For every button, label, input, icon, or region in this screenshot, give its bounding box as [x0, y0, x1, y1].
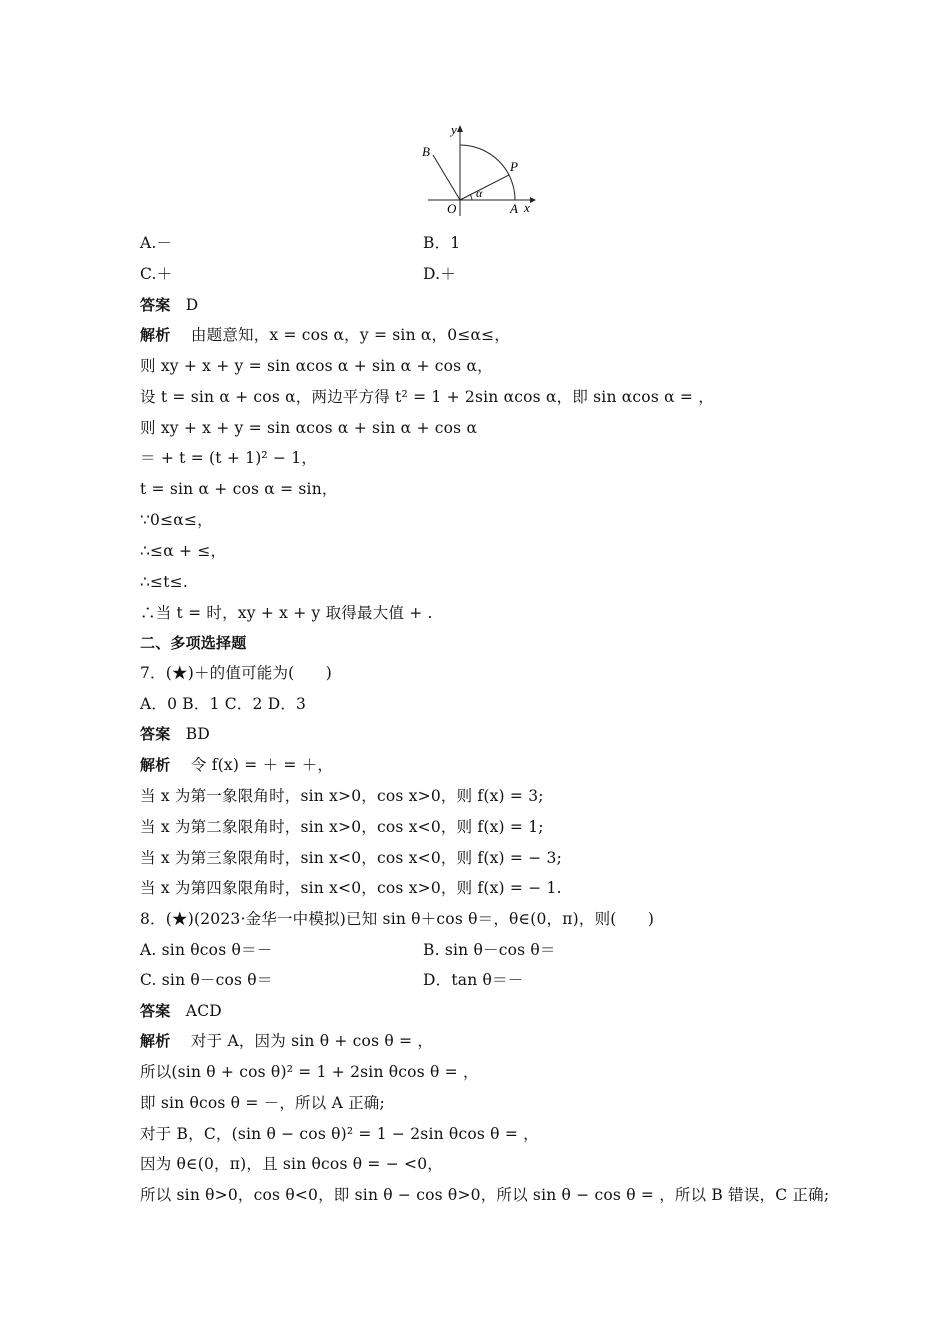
q8-solution-line-1	[140, 1031, 433, 1051]
segment-op	[460, 175, 509, 200]
q6-solution-line-2: 则 xy + x + y = sin αcos α + sin α + cos α，	[140, 357, 493, 375]
q6-options-row-2	[140, 264, 456, 284]
q8-solution-line-3: 即 sin θcos θ = －，所以 A 正确;	[140, 1094, 385, 1112]
solution-label: 解析	[140, 756, 171, 774]
q6-solution-line-5: ＝ + t = (t + 1)² − 1，	[140, 449, 318, 467]
q6-answer	[140, 295, 198, 315]
q6-solution-line-4: 则 xy + x + y = sin αcos α + sin α + cos α	[140, 419, 478, 437]
answer-label: 答案	[140, 296, 171, 314]
solution-label: 解析	[140, 326, 171, 344]
label-alpha: α	[476, 186, 483, 200]
solution-label: 解析	[140, 1032, 171, 1050]
q6-solution-line-8: ∴≤α + ≤，	[140, 542, 227, 560]
x-axis-arrow	[530, 197, 536, 203]
q6-solution-line-9: ∴≤t≤.	[140, 573, 188, 591]
q7-solution-line-1	[140, 755, 333, 775]
q6-solution-line-7: ∵0≤α≤，	[140, 511, 213, 529]
q7-options[interactable]: A．0 B．1 C．2 D．3	[140, 695, 307, 713]
section-title: 二、多项选择题	[140, 634, 247, 652]
q8-options-row-2	[140, 970, 524, 990]
q8-solution-line-5: 因为 θ∈(0，π)，且 sin θcos θ = − <0，	[140, 1155, 443, 1173]
answer-value: D	[185, 296, 199, 314]
q8-option-c[interactable]: C. sin θ－cos θ＝	[140, 971, 273, 989]
q8-solution-line-2: 所以(sin θ + cos θ)² = 1 + 2sin θcos θ = ，	[140, 1063, 479, 1081]
q6-solution-line-1	[140, 325, 510, 345]
q8-option-a[interactable]: A. sin θcos θ＝－	[140, 941, 273, 959]
answer-value: ACD	[185, 1002, 222, 1020]
q6-option-b[interactable]: B．1	[423, 234, 461, 252]
q8-option-b[interactable]: B. sin θ－cos θ＝	[423, 941, 556, 959]
label-x: x	[524, 200, 530, 215]
q8-solution-line-6: 所以 sin θ>0，cos θ<0，即 sin θ − cos θ>0，所以 sin θ − cos θ = ，所以 B 错误，C 正确;	[140, 1186, 830, 1204]
solution-text: 由题意知，x = cos α，y = sin α，0≤α≤，	[190, 326, 511, 344]
answer-label: 答案	[140, 1002, 171, 1020]
q7-answer	[140, 724, 210, 744]
label-a: A	[510, 201, 518, 216]
q6-solution-line-6: t = sin α + cos α = sin，	[140, 480, 338, 498]
q6-option-d[interactable]: D.＋	[423, 265, 456, 283]
q6-solution-line-3: 设 t = sin α + cos α，两边平方得 t² = 1 + 2sin αcos α，即 sin αcos α = ，	[140, 388, 714, 406]
label-p: P	[510, 159, 518, 174]
q7-solution-line-4: 当 x 为第三象限角时，sin x<0，cos x<0，则 f(x) = − 3;	[140, 849, 563, 867]
q8-stem: 8．(★)(2023·金华一中模拟)已知 sin θ＋cos θ＝，θ∈(0，π)，则( )	[140, 910, 655, 928]
q8-solution-line-4: 对于 B，C，(sin θ − cos θ)² = 1 − 2sin θcos θ = ，	[140, 1125, 539, 1143]
q6-solution-line-10: ∴当 t = 时，xy + x + y 取得最大值 + .	[140, 604, 433, 622]
label-y: y	[451, 122, 457, 137]
q8-answer	[140, 1001, 222, 1021]
q8-options-row-1	[140, 940, 556, 960]
q7-solution-line-5: 当 x 为第四象限角时，sin x<0，cos x>0，则 f(x) = − 1.	[140, 879, 562, 897]
q6-option-a[interactable]: A.－	[140, 234, 173, 252]
answer-label: 答案	[140, 725, 171, 743]
q6-options-row-1	[140, 233, 461, 253]
q8-option-d[interactable]: D．tan θ＝－	[423, 971, 524, 989]
label-b: B	[422, 144, 430, 159]
solution-text: 对于 A，因为 sin θ + cos θ = ，	[190, 1032, 434, 1050]
angle-arc	[470, 194, 472, 200]
quarter-arc	[460, 145, 515, 200]
unit-circle-figure	[418, 120, 538, 218]
segment-ob	[433, 155, 460, 200]
q7-solution-line-3: 当 x 为第二象限角时，sin x>0，cos x<0，则 f(x) = 1;	[140, 818, 544, 836]
y-axis-arrow	[457, 125, 463, 132]
q6-option-c[interactable]: C.＋	[140, 265, 173, 283]
q7-stem: 7．(★)＋的值可能为( )	[140, 664, 333, 682]
answer-value: BD	[185, 725, 211, 743]
label-o: O	[447, 201, 457, 216]
unit-circle-diagram	[418, 120, 538, 218]
q7-solution-line-2: 当 x 为第一象限角时，sin x>0，cos x>0，则 f(x) = 3;	[140, 787, 544, 805]
solution-text: 令 f(x) = ＋ = ＋，	[190, 756, 334, 774]
